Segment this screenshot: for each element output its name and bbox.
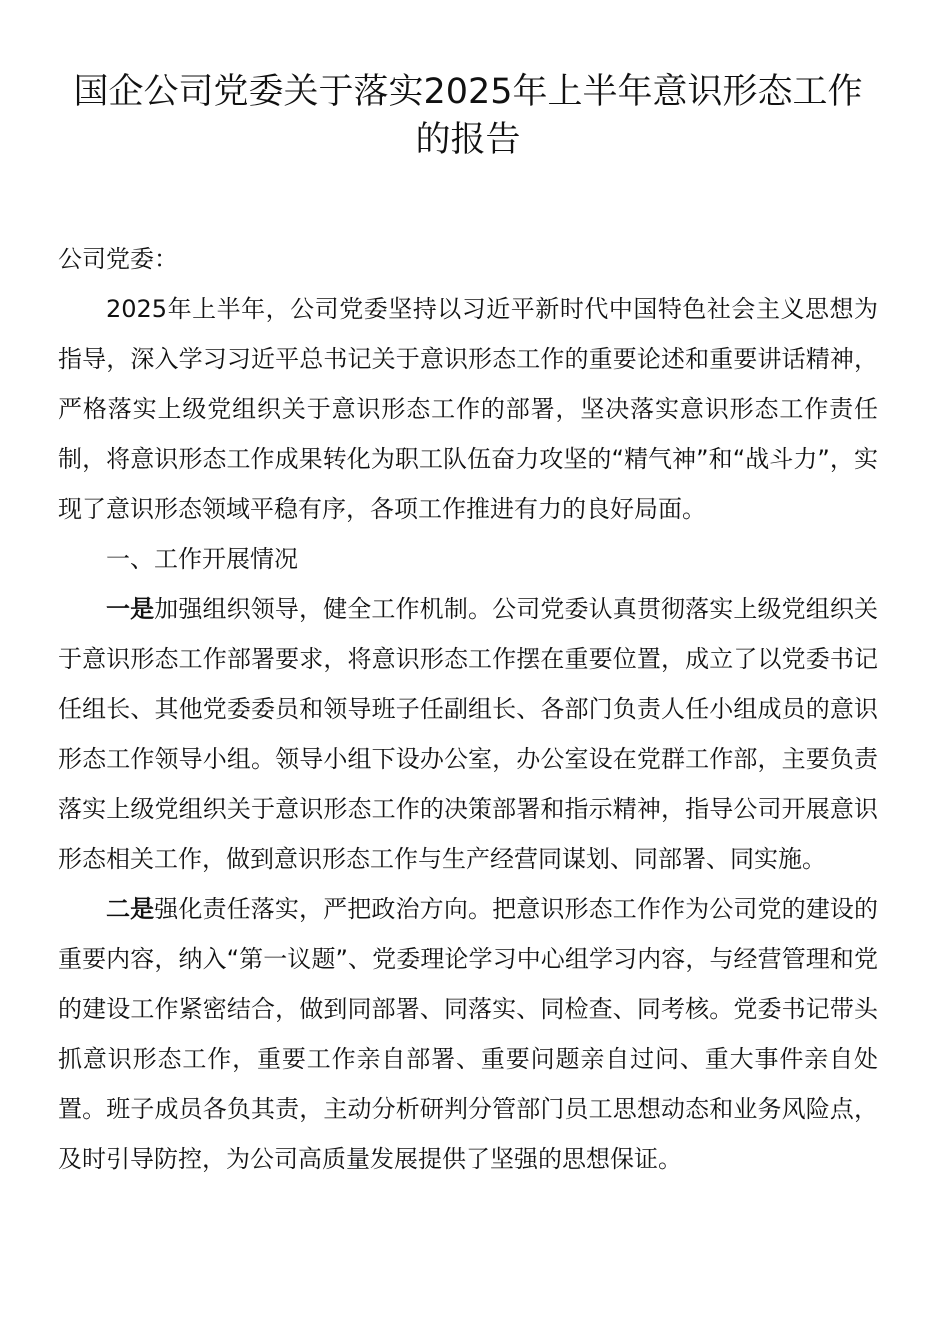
item-lead-2: 二是 [106,895,155,923]
document-title: 国企公司党委关于落实2025年上半年意识形态工作的报告 [73,72,863,160]
document-page [58,0,878,1184]
item-text-1: 加强组织领导，健全工作机制。公司党委认真贯彻落实上级党组织关于意识形态工作部署要求，将意识形态工作摆在重要位置，成立了以党委书记任组长、其他党委委员和领导班子任副组长、各部门负责人任小组成员的意识形态工作领导小组。领导小组下设办公室，办公室设在党群工作部，主要负责落实上级党组织关于意识形态工作的决策部署和指示精神，指导公司开展意识形态相关工作，做到意识形态工作与生产经营同谋划、同部署、同实施。 [58,595,879,873]
salutation: 公司党委： [58,245,178,273]
item-paragraph-2 [58,884,878,1184]
intro-paragraph: 2025年上半年，公司党委坚持以习近平新时代中国特色社会主义思想为指导，深入学习习近平总书记关于意识形态工作的重要论述和重要讲话精神，严格落实上级党组织关于意识形态工作的部署，坚决落实意识形态工作责任制，将意识形态工作成果转化为职工队伍奋力攻坚的“精气神”和“战斗力”，实现了意识形态领域平稳有序，各项工作推进有力的良好局面。 [58,295,878,523]
item-lead-1: 一是 [106,595,155,623]
item-text-2: 强化责任落实，严把政治方向。把意识形态工作作为公司党的建设的重要内容，纳入“第一议题”、党委理论学习中心组学习内容，与经营管理和党的建设工作紧密结合，做到同部署、同落实、同检查、同考核。党委书记带头抓意识形态工作，重要工作亲自部署、重要问题亲自过问、重大事件亲自处置。班子成员各负其责，主动分析研判分管部门员工思想动态和业务风险点，及时引导防控，为公司高质量发展提供了坚强的思想保证。 [58,895,879,1173]
item-paragraph-1 [58,584,878,884]
section-heading-1: 一、工作开展情况 [106,545,298,573]
